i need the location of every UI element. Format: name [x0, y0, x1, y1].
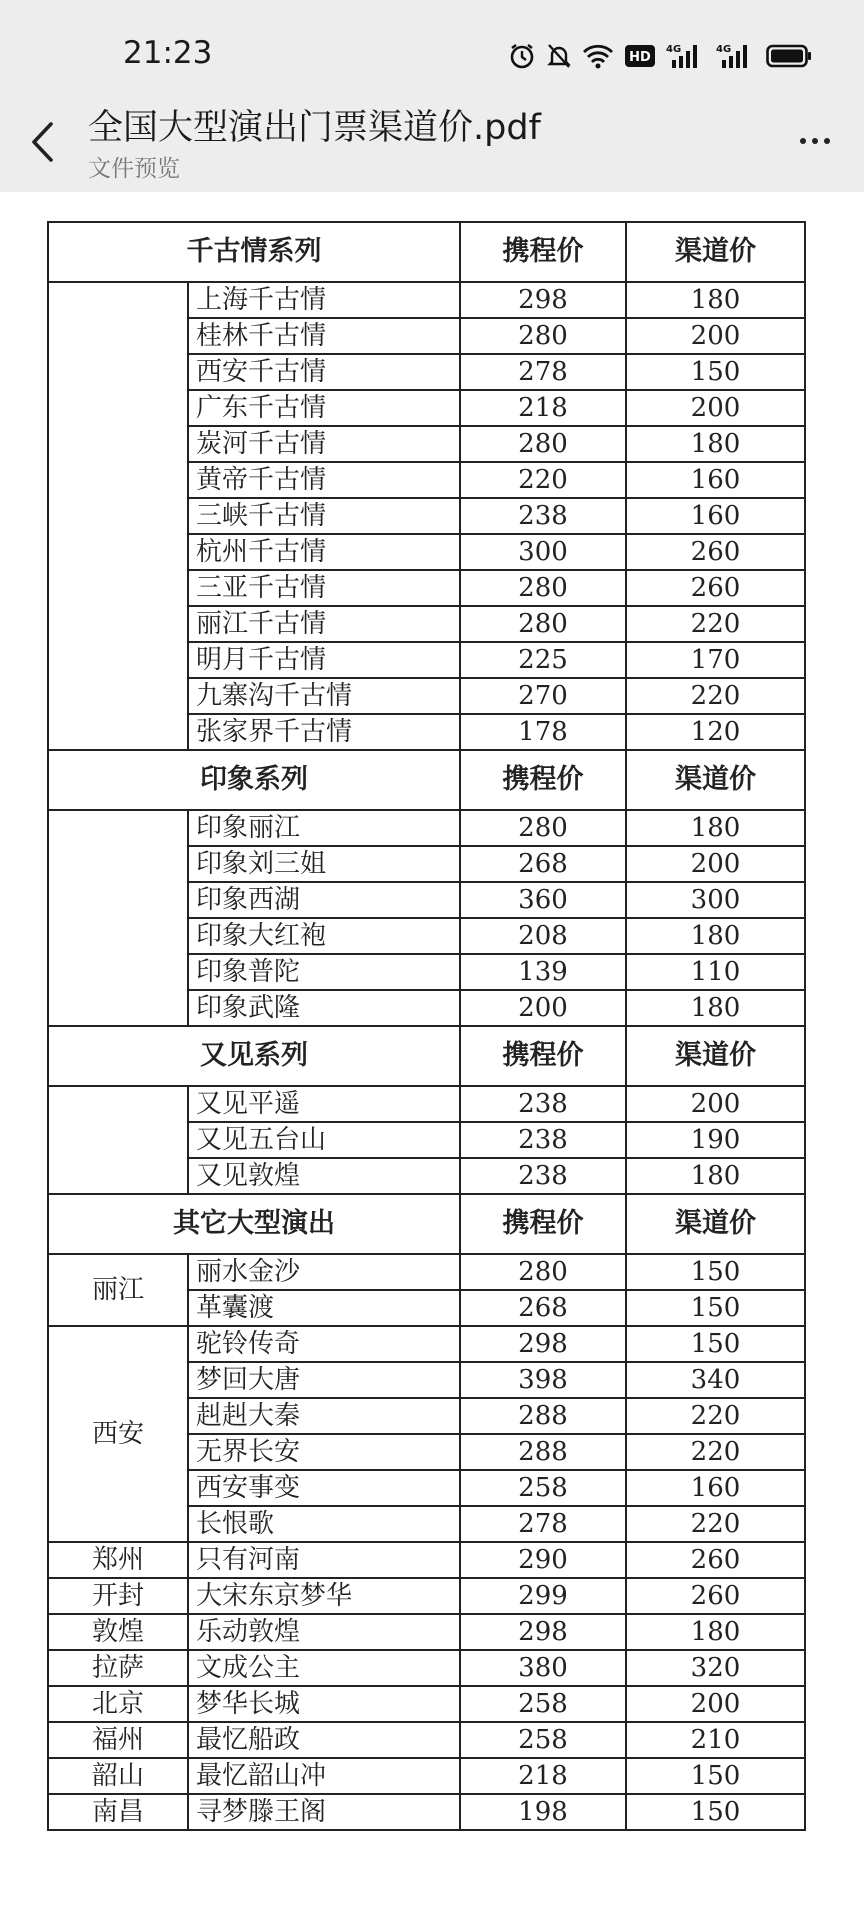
city-cell — [48, 882, 188, 918]
channel-price-cell: 220 — [626, 1434, 805, 1470]
show-name-cell: 赳赳大秦 — [188, 1398, 460, 1434]
section-title: 印象系列 — [48, 750, 460, 810]
table-row — [48, 462, 805, 498]
ctrip-price-cell: 238 — [460, 1158, 626, 1194]
channel-price-cell: 180 — [626, 918, 805, 954]
show-name-cell: 西安事变 — [188, 1470, 460, 1506]
channel-price-cell: 260 — [626, 1542, 805, 1578]
show-name-cell: 印象普陀 — [188, 954, 460, 990]
table-row — [48, 354, 805, 390]
city-cell: 北京 — [48, 1686, 188, 1722]
channel-price-cell: 200 — [626, 1686, 805, 1722]
channel-price-header: 渠道价 — [626, 750, 805, 810]
city-cell: 西安 — [48, 1326, 188, 1542]
show-name-cell: 明月千古情 — [188, 642, 460, 678]
city-cell: 郑州 — [48, 1542, 188, 1578]
show-name-cell: 乐动敦煌 — [188, 1614, 460, 1650]
ctrip-price-cell: 278 — [460, 1506, 626, 1542]
show-name-cell: 广东千古情 — [188, 390, 460, 426]
city-cell — [48, 498, 188, 534]
show-name-cell: 梦华长城 — [188, 1686, 460, 1722]
document-title: 全国大型演出门票渠道价.pdf — [88, 108, 541, 148]
channel-price-cell: 180 — [626, 282, 805, 318]
section-header — [48, 1194, 805, 1254]
show-name-cell: 文成公主 — [188, 1650, 460, 1686]
ctrip-price-header: 携程价 — [460, 222, 626, 282]
status-icons — [508, 38, 812, 74]
show-name-cell: 最忆韶山冲 — [188, 1758, 460, 1794]
table-row — [48, 918, 805, 954]
channel-price-cell: 150 — [626, 1794, 805, 1830]
show-name-cell: 大宋东京梦华 — [188, 1578, 460, 1614]
city-cell — [48, 354, 188, 390]
ctrip-price-cell: 280 — [460, 426, 626, 462]
city-cell — [48, 282, 188, 318]
signal-2-text: 4G — [716, 44, 732, 55]
status-time: 21:23 — [123, 35, 213, 71]
show-name-cell: 印象武隆 — [188, 990, 460, 1026]
ctrip-price-header: 携程价 — [460, 750, 626, 810]
ctrip-price-cell: 238 — [460, 498, 626, 534]
back-button[interactable] — [20, 112, 64, 172]
table-row — [48, 810, 805, 846]
ctrip-price-cell: 268 — [460, 1290, 626, 1326]
back-arrow-icon — [29, 121, 55, 163]
table-row — [48, 846, 805, 882]
ctrip-price-cell: 238 — [460, 1122, 626, 1158]
table-row — [48, 498, 805, 534]
ctrip-price-cell: 218 — [460, 1758, 626, 1794]
channel-price-cell: 150 — [626, 354, 805, 390]
ctrip-price-cell: 299 — [460, 1578, 626, 1614]
channel-price-header: 渠道价 — [626, 1194, 805, 1254]
city-cell — [48, 810, 188, 846]
more-dot — [824, 138, 830, 144]
show-name-cell: 三亚千古情 — [188, 570, 460, 606]
show-name-cell: 印象大红袍 — [188, 918, 460, 954]
show-name-cell: 三峡千古情 — [188, 498, 460, 534]
city-cell — [48, 1086, 188, 1122]
channel-price-cell: 220 — [626, 1398, 805, 1434]
city-cell — [48, 846, 188, 882]
table-row — [48, 954, 805, 990]
ctrip-price-cell: 290 — [460, 1542, 626, 1578]
ctrip-price-cell: 298 — [460, 1614, 626, 1650]
ctrip-price-cell: 268 — [460, 846, 626, 882]
ctrip-price-header: 携程价 — [460, 1026, 626, 1086]
city-cell: 福州 — [48, 1722, 188, 1758]
table-row — [48, 390, 805, 426]
table-row — [48, 282, 805, 318]
show-name-cell: 丽江千古情 — [188, 606, 460, 642]
channel-price-header: 渠道价 — [626, 222, 805, 282]
channel-price-cell: 260 — [626, 534, 805, 570]
channel-price-cell: 190 — [626, 1122, 805, 1158]
table-row — [48, 882, 805, 918]
city-cell — [48, 642, 188, 678]
ctrip-price-cell: 198 — [460, 1794, 626, 1830]
more-dots-icon — [800, 138, 806, 144]
table-row — [48, 1758, 805, 1794]
channel-price-cell: 180 — [626, 990, 805, 1026]
channel-price-cell: 120 — [626, 714, 805, 750]
channel-price-cell: 260 — [626, 570, 805, 606]
ctrip-price-header: 携程价 — [460, 1194, 626, 1254]
show-name-cell: 丽水金沙 — [188, 1254, 460, 1290]
ctrip-price-cell: 280 — [460, 810, 626, 846]
section-header — [48, 1026, 805, 1086]
signal-1-text: 4G — [666, 44, 682, 55]
ctrip-price-cell: 258 — [460, 1686, 626, 1722]
ctrip-price-cell: 280 — [460, 1254, 626, 1290]
show-name-cell: 印象丽江 — [188, 810, 460, 846]
more-options-button[interactable] — [790, 126, 840, 156]
channel-price-cell: 180 — [626, 426, 805, 462]
show-name-cell: 杭州千古情 — [188, 534, 460, 570]
city-cell — [48, 990, 188, 1026]
wifi-icon — [582, 43, 614, 69]
show-name-cell: 黄帝千古情 — [188, 462, 460, 498]
table-row — [48, 534, 805, 570]
city-cell — [48, 426, 188, 462]
ctrip-price-cell: 300 — [460, 534, 626, 570]
city-cell — [48, 954, 188, 990]
show-name-cell: 印象刘三姐 — [188, 846, 460, 882]
city-cell: 开封 — [48, 1578, 188, 1614]
show-name-cell: 张家界千古情 — [188, 714, 460, 750]
ctrip-price-cell: 278 — [460, 354, 626, 390]
channel-price-cell: 160 — [626, 498, 805, 534]
ctrip-price-cell: 218 — [460, 390, 626, 426]
table-row — [48, 1254, 805, 1290]
ctrip-price-cell: 360 — [460, 882, 626, 918]
ctrip-price-cell: 298 — [460, 282, 626, 318]
city-cell: 敦煌 — [48, 1614, 188, 1650]
channel-price-cell: 210 — [626, 1722, 805, 1758]
show-name-cell: 又见平遥 — [188, 1086, 460, 1122]
channel-price-cell: 180 — [626, 1614, 805, 1650]
price-table — [47, 221, 806, 1831]
table-row — [48, 1794, 805, 1830]
table-row — [48, 642, 805, 678]
section-title: 又见系列 — [48, 1026, 460, 1086]
show-name-cell: 西安千古情 — [188, 354, 460, 390]
table-row — [48, 570, 805, 606]
ctrip-price-cell: 139 — [460, 954, 626, 990]
channel-price-cell: 300 — [626, 882, 805, 918]
channel-price-cell: 110 — [626, 954, 805, 990]
channel-price-cell: 150 — [626, 1254, 805, 1290]
show-name-cell: 印象西湖 — [188, 882, 460, 918]
table-row — [48, 606, 805, 642]
table-row — [48, 1158, 805, 1194]
city-cell — [48, 318, 188, 354]
show-name-cell: 梦回大唐 — [188, 1362, 460, 1398]
ctrip-price-cell: 280 — [460, 318, 626, 354]
ctrip-price-cell: 178 — [460, 714, 626, 750]
city-cell — [48, 678, 188, 714]
top-bar — [0, 0, 864, 192]
table-row — [48, 1542, 805, 1578]
table-row — [48, 1650, 805, 1686]
channel-price-cell: 180 — [626, 810, 805, 846]
ctrip-price-cell: 200 — [460, 990, 626, 1026]
ctrip-price-cell: 380 — [460, 1650, 626, 1686]
channel-price-cell: 200 — [626, 846, 805, 882]
show-name-cell: 又见五台山 — [188, 1122, 460, 1158]
table-row — [48, 1614, 805, 1650]
battery-icon — [766, 44, 812, 68]
ctrip-price-cell: 298 — [460, 1326, 626, 1362]
channel-price-cell: 220 — [626, 678, 805, 714]
hd-badge-icon — [624, 43, 656, 69]
ctrip-price-cell: 270 — [460, 678, 626, 714]
channel-price-cell: 160 — [626, 462, 805, 498]
show-name-cell: 无界长安 — [188, 1434, 460, 1470]
channel-price-cell: 260 — [626, 1578, 805, 1614]
section-title: 其它大型演出 — [48, 1194, 460, 1254]
show-name-cell: 炭河千古情 — [188, 426, 460, 462]
signal-4g-icon-2 — [716, 42, 756, 70]
show-name-cell: 只有河南 — [188, 1542, 460, 1578]
ctrip-price-cell: 280 — [460, 570, 626, 606]
channel-price-cell: 150 — [626, 1326, 805, 1362]
channel-price-header: 渠道价 — [626, 1026, 805, 1086]
show-name-cell: 长恨歌 — [188, 1506, 460, 1542]
show-name-cell: 上海千古情 — [188, 282, 460, 318]
channel-price-cell: 170 — [626, 642, 805, 678]
show-name-cell: 九寨沟千古情 — [188, 678, 460, 714]
table-row — [48, 678, 805, 714]
ctrip-price-cell: 288 — [460, 1434, 626, 1470]
city-cell: 丽江 — [48, 1254, 188, 1326]
city-cell — [48, 1122, 188, 1158]
city-cell — [48, 534, 188, 570]
channel-price-cell: 340 — [626, 1362, 805, 1398]
mute-bell-icon — [546, 42, 572, 70]
section-header — [48, 222, 805, 282]
city-cell — [48, 606, 188, 642]
show-name-cell: 又见敦煌 — [188, 1158, 460, 1194]
ctrip-price-cell: 288 — [460, 1398, 626, 1434]
ctrip-price-cell: 225 — [460, 642, 626, 678]
table-row — [48, 1722, 805, 1758]
channel-price-cell: 150 — [626, 1758, 805, 1794]
channel-price-cell: 320 — [626, 1650, 805, 1686]
ctrip-price-cell: 280 — [460, 606, 626, 642]
ctrip-price-cell: 238 — [460, 1086, 626, 1122]
show-name-cell: 驼铃传奇 — [188, 1326, 460, 1362]
table-row — [48, 714, 805, 750]
city-cell — [48, 462, 188, 498]
show-name-cell: 最忆船政 — [188, 1722, 460, 1758]
channel-price-cell: 180 — [626, 1158, 805, 1194]
table-row — [48, 1578, 805, 1614]
show-name-cell: 寻梦滕王阁 — [188, 1794, 460, 1830]
pdf-preview[interactable] — [0, 192, 864, 1920]
city-cell — [48, 714, 188, 750]
show-name-cell: 革囊渡 — [188, 1290, 460, 1326]
show-name-cell: 桂林千古情 — [188, 318, 460, 354]
city-cell: 拉萨 — [48, 1650, 188, 1686]
document-subtitle: 文件预览 — [88, 156, 180, 182]
table-row — [48, 1686, 805, 1722]
city-cell — [48, 390, 188, 426]
alarm-icon — [508, 42, 536, 70]
channel-price-cell: 220 — [626, 1506, 805, 1542]
city-cell — [48, 918, 188, 954]
section-title: 千古情系列 — [48, 222, 460, 282]
more-dot — [812, 138, 818, 144]
table-row — [48, 426, 805, 462]
ctrip-price-cell: 258 — [460, 1722, 626, 1758]
city-cell: 韶山 — [48, 1758, 188, 1794]
channel-price-cell: 160 — [626, 1470, 805, 1506]
city-cell — [48, 570, 188, 606]
ctrip-price-cell: 258 — [460, 1470, 626, 1506]
signal-4g-icon-1 — [666, 42, 706, 70]
hd-badge-text: HD — [629, 50, 651, 65]
channel-price-cell: 220 — [626, 606, 805, 642]
ctrip-price-cell: 208 — [460, 918, 626, 954]
ctrip-price-cell: 398 — [460, 1362, 626, 1398]
section-header — [48, 750, 805, 810]
table-row — [48, 318, 805, 354]
city-cell — [48, 1158, 188, 1194]
table-row — [48, 990, 805, 1026]
ctrip-price-cell: 220 — [460, 462, 626, 498]
city-cell: 南昌 — [48, 1794, 188, 1830]
table-row — [48, 1326, 805, 1362]
channel-price-cell: 200 — [626, 318, 805, 354]
table-row — [48, 1122, 805, 1158]
channel-price-cell: 200 — [626, 390, 805, 426]
table-row — [48, 1086, 805, 1122]
channel-price-cell: 150 — [626, 1290, 805, 1326]
channel-price-cell: 200 — [626, 1086, 805, 1122]
